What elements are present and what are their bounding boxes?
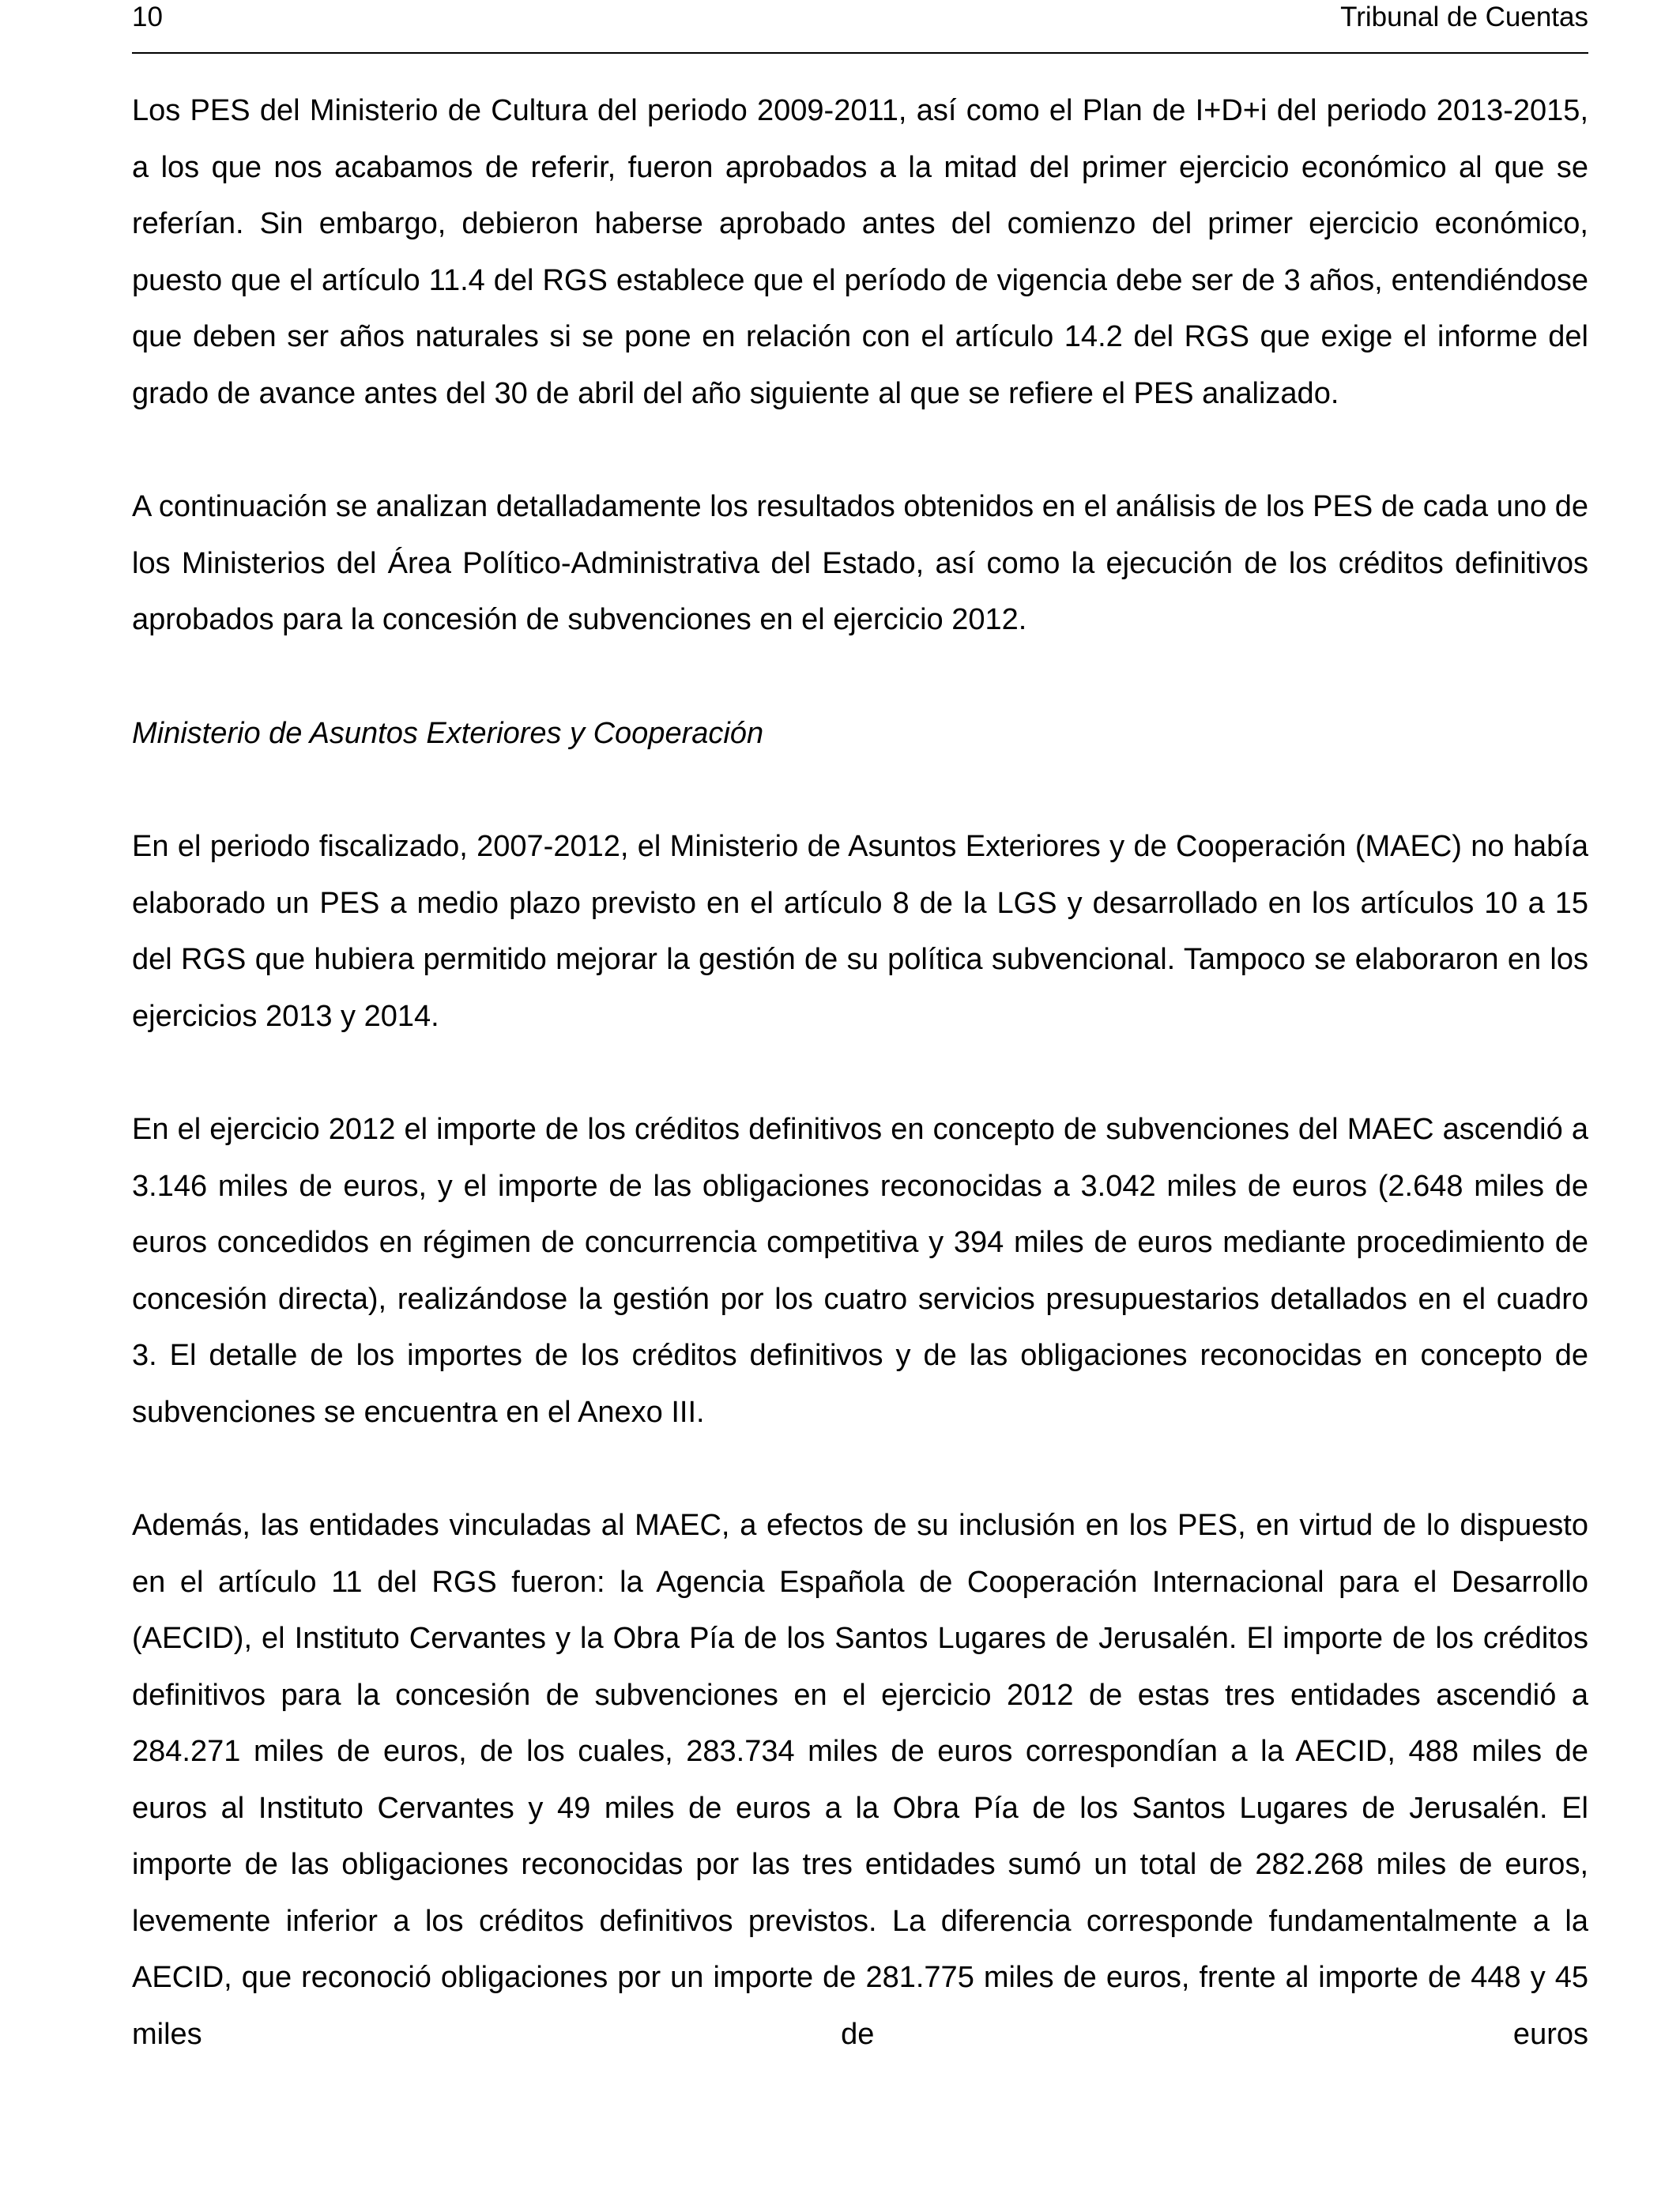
paragraph: En el periodo fiscalizado, 2007-2012, el Ministerio de Asuntos Exteriores y de Cooperación (MAEC) no había elaborado un PES a medio plazo previsto en el artículo 8 de la LGS y desarrollado en los artículos 10 a 15 del RGS que hubiera permitido mejorar la gestión de su política subvencional. Tampoco se elaboraron en los ejercicios 2013 y 2014. xyxy=(132,830,1588,1033)
paragraph: Los PES del Ministerio de Cultura del periodo 2009-2011, así como el Plan de I+D+i del periodo 2013-2015, a los que nos acabamos de referir, fueron aprobados a la mitad del primer ejercicio económico al que se referían. Sin embargo, debieron haberse aprobado antes del comienzo del primer ejercicio económico, puesto que el artículo 11.4 del RGS establece que el período de vigencia debe ser de 3 años, entendiéndose que deben ser años naturales si se pone en relación con el artículo 14.2 del RGS que exige el informe del grado de avance antes del 30 de abril del año siguiente al que se refiere el PES analizado. xyxy=(132,94,1588,410)
page-header xyxy=(132,0,1588,54)
paragraph: A continuación se analizan detalladamente los resultados obtenidos en el análisis de los PES de cada uno de los Ministerios del Área Político-Administrativa del Estado, así como la ejecución de los créditos definitivos aprobados para la concesión de subvenciones en el ejercicio 2012. xyxy=(132,490,1588,636)
section-heading: Ministerio de Asuntos Exteriores y Cooperación xyxy=(132,716,764,750)
header-title: Tribunal de Cuentas xyxy=(1340,2,1588,32)
document-body xyxy=(132,83,1588,2063)
paragraph: Además, las entidades vinculadas al MAEC, a efectos de su inclusión en los PES, en virtud de lo dispuesto en el artículo 11 del RGS fueron: la Agencia Española de Cooperación Internacional para el Desarrollo (AECID), el Instituto Cervantes y la Obra Pía de los Santos Lugares de Jerusalén. El importe de los créditos definitivos para la concesión de subvenciones en el ejercicio 2012 de estas tres entidades ascendió a 284.271 miles de euros, de los cuales, 283.734 miles de euros correspondían a la AECID, 488 miles de euros al Instituto Cervantes y 49 miles de euros a la Obra Pía de los Santos Lugares de Jerusalén. El importe de las obligaciones reconocidas por las tres entidades sumó un total de 282.268 miles de euros, levemente inferior a los créditos definitivos previstos. La diferencia corresponde fundamentalmente a la AECID, que reconoció obligaciones por un importe de 281.775 miles de euros, frente al importe de 448 y 45 miles de euros xyxy=(132,1509,1588,2051)
page-number: 10 xyxy=(132,2,163,32)
paragraph: En el ejercicio 2012 el importe de los créditos definitivos en concepto de subvenciones del MAEC ascendió a 3.146 miles de euros, y el importe de las obligaciones reconocidas a 3.042 miles de euros (2.648 miles de euros concedidos en régimen de concurrencia competitiva y 394 miles de euros mediante procedimiento de concesión directa), realizándose la gestión por los cuatro servicios presupuestarios detallados en el cuadro 3. El detalle de los importes de los créditos definitivos y de las obligaciones reconocidas en concepto de subvenciones se encuentra en el Anexo III. xyxy=(132,1113,1588,1429)
